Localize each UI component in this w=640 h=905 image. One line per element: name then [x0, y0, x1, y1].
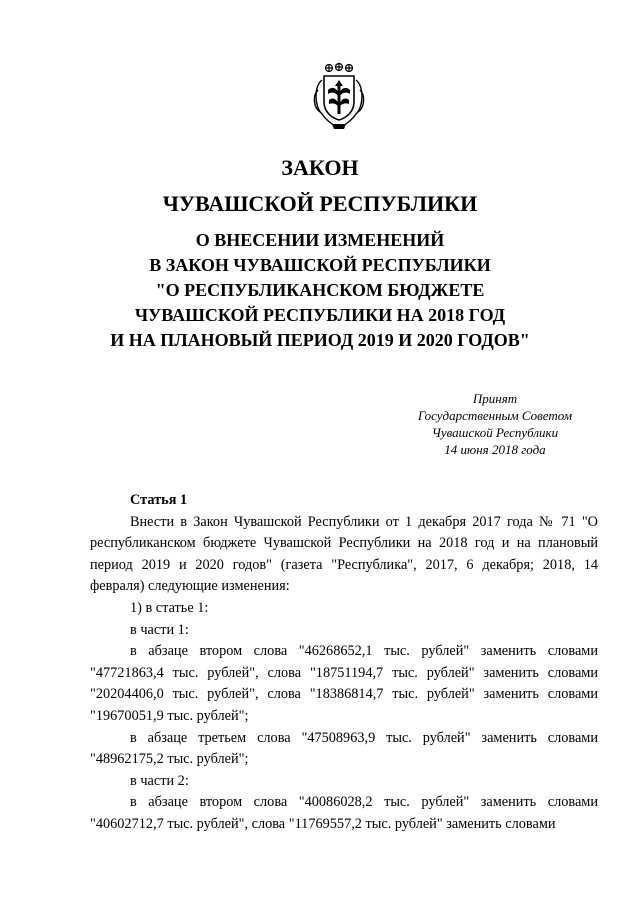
- subject-line: В ЗАКОН ЧУВАШСКОЙ РЕСПУБЛИКИ: [149, 255, 491, 275]
- paragraph-intro: Внести в Закон Чувашской Республики от 1 декабря 2017 года № 71 "О республиканском бюджете Чувашской Республики на 2018 год и на плановый период 2019 и 2020 годов" (газета "Республика", 2017, 6 декабря; 2018, 14 февраля) следующие изменения:: [90, 513, 598, 595]
- title-republic: ЧУВАШСКОЙ РЕСПУБЛИКИ: [162, 191, 478, 216]
- subject-line: О ВНЕСЕНИИ ИЗМЕНЕНИЙ: [195, 230, 445, 250]
- subject-line: "О РЕСПУБЛИКАНСКОМ БЮДЖЕТЕ: [155, 280, 485, 300]
- adopted-line: Чувашской Республики: [431, 425, 559, 440]
- coat-of-arms-emblem: [308, 62, 370, 132]
- adopted-date: 14 июня 2018 года: [444, 442, 546, 457]
- coat-of-arms-icon: [308, 62, 370, 132]
- subject-line: И НА ПЛАНОВЫЙ ПЕРИОД 2019 И 2020 ГОДОВ": [110, 330, 530, 350]
- adopted-line: Принят: [472, 391, 518, 406]
- paragraph-part1-abz3: в абзаце третьем слова "47508963,9 тыс. рублей" заменить словами "48962175,2 тыс. рублей";: [90, 729, 598, 768]
- law-body: [90, 490, 598, 836]
- paragraph-part2-abz2: в абзаце втором слова "40086028,2 тыс. рублей" заменить словами "40602712,7 тыс. рублей", слова "11769557,2 тыс. рублей" заменить словами: [90, 794, 598, 832]
- subject-line: ЧУВАШСКОЙ РЕСПУБЛИКИ НА 2018 ГОД: [134, 305, 506, 325]
- adopted-line: Государственным Советом: [417, 408, 573, 423]
- article-heading: Статья 1: [130, 492, 188, 508]
- title-law: ЗАКОН: [281, 155, 359, 180]
- law-subject: [0, 228, 640, 353]
- adoption-stamp: [390, 390, 600, 458]
- paragraph-part1-abz2: в абзаце втором слова "46268652,1 тыс. рублей" заменить словами "47721863,4 тыс. рублей", слова "18751194,7 тыс. рублей" заменить словами "20204406,0 тыс. рублей", слова "18386814,7 тыс. рублей" заменить словами "19670051,9 тыс. рублей";: [90, 643, 598, 724]
- document-title: [0, 150, 640, 222]
- paragraph-part2: в части 2:: [130, 772, 189, 789]
- paragraph-part1: в части 1:: [130, 621, 189, 638]
- paragraph-item1: 1) в статье 1:: [130, 599, 209, 616]
